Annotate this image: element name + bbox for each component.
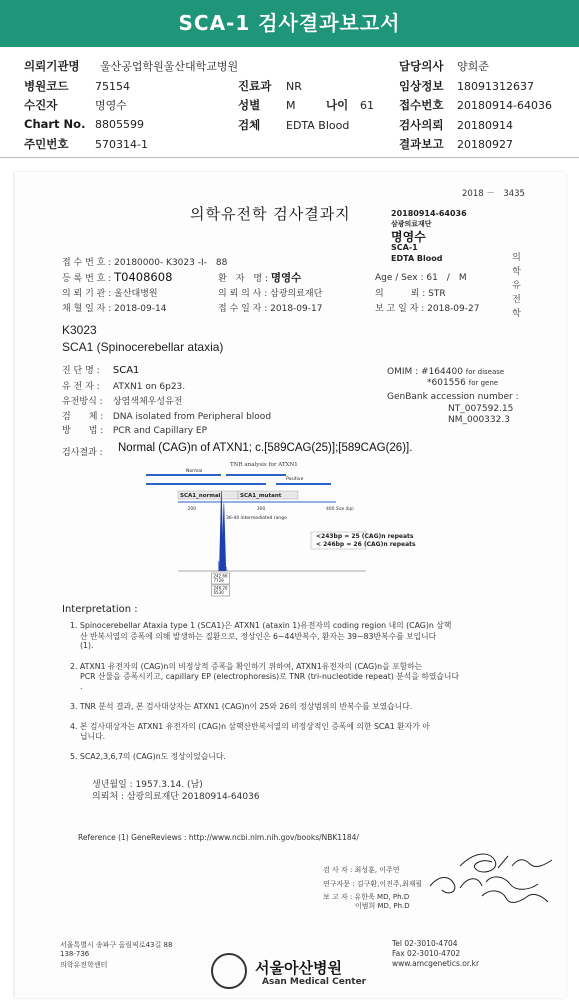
receipt-date bbox=[218, 301, 322, 314]
value: DNA isolated from Peripheral blood bbox=[112, 412, 272, 422]
label-test: SCA-1 bbox=[391, 243, 418, 252]
value: M bbox=[286, 99, 296, 112]
interpretation-line: (1). bbox=[80, 641, 94, 650]
label: 진 단 명 : bbox=[62, 366, 100, 376]
divider bbox=[0, 157, 579, 158]
value: 명영수 bbox=[95, 99, 127, 112]
peak-label: 242.66 bbox=[213, 573, 228, 579]
label: 보 고 일 자 : bbox=[375, 304, 425, 314]
chart-annotation: SCA1_mutant bbox=[240, 493, 282, 499]
value: for gene bbox=[468, 379, 499, 387]
vertical-char: 유 bbox=[512, 281, 521, 291]
label: 채 혈 일 자 : bbox=[62, 304, 112, 314]
interpretation-line: 4. 본 검사대상자는 ATXN1 유전자의 (CAG)n 삼핵산반복서열의 비정상적인 증폭에 의한 SCA1 환자가 아 bbox=[70, 721, 430, 731]
value: 2018-09-27 bbox=[427, 304, 480, 314]
bar-positive bbox=[276, 483, 331, 485]
value: 울산대병원 bbox=[114, 289, 158, 299]
sample-date bbox=[62, 301, 166, 314]
value: 울산공업학원울산대학교병원 bbox=[100, 60, 239, 73]
header-right-2 bbox=[399, 97, 552, 113]
label: 진료과 bbox=[238, 79, 272, 93]
genbank-label: GenBank accession number : bbox=[387, 392, 519, 402]
fax: Fax 02-3010-4702 bbox=[392, 949, 461, 958]
omim-gene bbox=[427, 378, 498, 388]
interpretation-line: 닙니다. bbox=[80, 732, 106, 741]
website: www.amcgenetics.or.kr bbox=[392, 959, 480, 968]
sign-reporter-1: 보 고 자 : 유한욱 MD, Ph.D bbox=[323, 893, 410, 901]
value: 20180914-64036 bbox=[457, 99, 552, 112]
label-specimen: EDTA Blood bbox=[391, 254, 443, 263]
reg-no bbox=[62, 270, 172, 284]
label: 의 뢰 기 관 : bbox=[62, 289, 112, 299]
header-right-1 bbox=[399, 78, 534, 94]
label: 임상정보 bbox=[399, 79, 444, 93]
birth-date: 생년월일 : 1957.3.14. (남) bbox=[92, 780, 203, 790]
label: 의 뢰 : bbox=[375, 289, 426, 299]
value: EDTA Blood bbox=[286, 119, 350, 132]
peak-label: 7729 bbox=[213, 578, 224, 583]
diagnosis-row bbox=[62, 363, 139, 376]
interpretation-line: 2. ATXN1 유전자의 (CAG)n의 비정상적 증폭을 확인하기 위하여, ATXN1유전자의 (CAG)n을 포함하는 bbox=[70, 661, 423, 671]
sign-tester: 검 사 자 : 최성훈, 이주연 bbox=[323, 866, 400, 874]
signature-stroke-1 bbox=[460, 854, 552, 872]
value: 양희준 bbox=[457, 60, 489, 73]
value: ATXN1 on 6p23. bbox=[112, 382, 186, 392]
receipt-no bbox=[62, 255, 227, 268]
label: 의뢰기관명 bbox=[24, 59, 80, 73]
interpretation-line: 5. SCA2,3,6,7의 (CAG)n도 정상이었습니다. bbox=[70, 751, 226, 761]
signature-image bbox=[420, 846, 560, 916]
gene-row bbox=[62, 379, 185, 392]
label: 성별 bbox=[238, 98, 261, 112]
value: 2018-09-14 bbox=[114, 304, 167, 314]
x-tick-label: 400 bbox=[325, 507, 335, 512]
requester: 의뢰처 : 삼광의료재단 20180914-64036 bbox=[92, 792, 260, 802]
x-axis-label: Size (bp) bbox=[336, 506, 354, 511]
label: 담당의사 bbox=[399, 59, 444, 73]
chart-annotation: 36-44 intermediated range bbox=[226, 516, 287, 521]
chart-annotation: Positive bbox=[286, 477, 304, 482]
hospital-name-ko: 서울아산병원 bbox=[255, 959, 342, 977]
interpretation-line: PCR 산물을 증폭시키고, capillary EP (electrophoresis)로 TNR (tri-nucleotide repeat) 분석을 하였습니다 bbox=[80, 672, 460, 681]
value: 75154 bbox=[95, 80, 130, 93]
value: 20180914 bbox=[457, 119, 513, 132]
value: PCR and Capillary EP bbox=[112, 426, 208, 436]
label: *601556 bbox=[427, 378, 466, 388]
value: 삼광의료재단 bbox=[270, 289, 323, 299]
label: 방 법 : bbox=[62, 426, 104, 436]
header-left-4 bbox=[24, 136, 148, 152]
value: T0408608 bbox=[114, 270, 173, 284]
header-right-0 bbox=[399, 58, 489, 74]
value: 8805599 bbox=[95, 118, 144, 131]
value: SCA1 bbox=[112, 365, 140, 376]
interpretation-line: 산 반복서열의 증폭에 의해 발생하는 질환으로, 정상인은 6~44반복수, 환자는 39~83반복수를 보입니다 bbox=[80, 631, 437, 641]
header-left-3 bbox=[24, 117, 144, 131]
header-left-2 bbox=[24, 97, 127, 113]
label: 병원코드 bbox=[24, 79, 69, 93]
sign-advisor: 연구자문 : 김구환,이진주,최재필 bbox=[323, 880, 423, 888]
hospital-logo-icon bbox=[211, 953, 247, 989]
label: 유전방식 : bbox=[62, 397, 103, 407]
header-right-3 bbox=[399, 117, 513, 133]
hospital-name-en: Asan Medical Center bbox=[262, 977, 367, 987]
interpretation-line: 3. TNR 분석 결과, 본 검사대상자는 ATXN1 (CAG)n이 25와 26의 정상범위의 반복수를 보였습니다. bbox=[70, 702, 413, 711]
label: 나이 bbox=[326, 98, 349, 112]
label: 검 체 : bbox=[62, 412, 104, 422]
address-line-3: 의학유전학센터 bbox=[60, 961, 108, 969]
age-sex bbox=[375, 270, 467, 283]
label-patient: 명영수 bbox=[391, 230, 426, 244]
value: 상염색체우성유전 bbox=[112, 397, 183, 407]
reference: Reference (1) GeneReviews : http://www.ncbi.nlm.nih.gov/books/NBK1184/ bbox=[78, 833, 359, 842]
requesting-org bbox=[62, 286, 158, 299]
patient-name bbox=[218, 270, 301, 285]
value: 2018-09-17 bbox=[270, 304, 323, 314]
interpretation-line: 1. Spinocerebellar Ataxia type 1 (SCA1)은 ATXN1 (ataxin 1)유전자의 coding region 내의 (CAG)n 삼핵 bbox=[70, 621, 452, 630]
header-left-0 bbox=[24, 58, 238, 74]
inheritance-row bbox=[62, 394, 182, 407]
signature-stroke-3 bbox=[482, 891, 548, 903]
signature-stroke-2 bbox=[430, 877, 538, 893]
specimen-row bbox=[62, 409, 271, 422]
report-title-banner: SCA-1 검사결과보고서 bbox=[0, 0, 579, 47]
label: 접 수 번 호 : bbox=[62, 258, 112, 268]
value: 61 bbox=[360, 99, 374, 112]
header-mid-2 bbox=[326, 97, 374, 113]
value: 20180000- K3023 -I- 88 bbox=[114, 258, 228, 268]
value: 570314-1 bbox=[95, 138, 148, 151]
test-code: K3023 bbox=[62, 323, 97, 337]
address-line-2: 138-736 bbox=[60, 950, 90, 958]
peak-label: 246.26 bbox=[213, 585, 228, 591]
bar-normal-left bbox=[146, 474, 221, 476]
x-tick-label: 300 bbox=[256, 507, 266, 512]
tnr-chart bbox=[146, 458, 416, 595]
document-number: 2018 － 3435 bbox=[462, 189, 525, 199]
vertical-dept-text bbox=[511, 251, 522, 321]
label: OMIM : #164400 bbox=[387, 367, 463, 377]
value: for disease bbox=[465, 368, 505, 376]
method-row bbox=[62, 423, 207, 436]
label: 결과보고 bbox=[399, 137, 444, 151]
genbank-nt: NT_007592.15 bbox=[448, 404, 514, 414]
request-method bbox=[375, 286, 446, 299]
vertical-char: 학 bbox=[512, 267, 521, 277]
value: STR bbox=[428, 289, 446, 299]
tel: Tel 02-3010-4704 bbox=[392, 939, 458, 948]
chart-annotation: < 246bp = 26 (CAG)n repeats bbox=[316, 541, 416, 548]
omim-disease bbox=[387, 367, 504, 377]
vertical-char: 학 bbox=[512, 309, 521, 319]
label: 수진자 bbox=[24, 98, 58, 112]
sign-reporter-2: 이범희 MD, Ph.D bbox=[355, 902, 410, 910]
address-line-1: 서울특별시 송파구 올림픽로43길 88 bbox=[60, 941, 173, 949]
chart-title: TNR analysis for ATXN1 bbox=[230, 462, 298, 468]
label-institute: 삼광의료재단 bbox=[391, 220, 432, 228]
interpretation-title: Interpretation : bbox=[62, 604, 138, 615]
value: 61 / M bbox=[426, 273, 467, 283]
peak-label: 6530 bbox=[213, 590, 224, 595]
test-name: SCA1 (Spinocerebellar ataxia) bbox=[62, 340, 224, 354]
label: 접수번호 bbox=[399, 98, 444, 112]
chart-annotation: Normal bbox=[186, 469, 203, 474]
vertical-char: 전 bbox=[512, 295, 521, 305]
result-value: Normal (CAG)n of ATXN1; c.[589CAG(25)];[589CAG(26)]. bbox=[118, 442, 413, 454]
label: 접 수 일 자 : bbox=[218, 304, 268, 314]
label: 유 전 자 : bbox=[62, 382, 100, 392]
label: 검체 bbox=[238, 118, 261, 132]
value: 20180927 bbox=[457, 138, 513, 151]
interpretation-line: . bbox=[80, 681, 83, 691]
genbank-nm: NM_000332.3 bbox=[448, 415, 510, 425]
header-right-4 bbox=[399, 136, 513, 152]
value: 명영수 bbox=[270, 272, 302, 284]
label: Chart No. bbox=[24, 117, 86, 131]
value: 18091312637 bbox=[457, 80, 534, 93]
report-date bbox=[375, 301, 479, 314]
label: Age / Sex : bbox=[375, 273, 424, 283]
label: 주민번호 bbox=[24, 137, 69, 151]
value: NR bbox=[286, 80, 302, 93]
chart-ticks bbox=[188, 506, 355, 512]
header-mid-0 bbox=[238, 78, 302, 94]
label-accession: 20180914-64036 bbox=[391, 209, 467, 218]
header-left-1 bbox=[24, 78, 130, 94]
x-tick-label: 200 bbox=[187, 507, 197, 512]
chart-peaks bbox=[212, 491, 230, 596]
document-title: 의학유전학 검사결과지 bbox=[190, 205, 351, 223]
label: 검사의뢰 bbox=[399, 118, 444, 132]
result-label: 검사결과 : bbox=[62, 448, 103, 458]
requesting-doctor bbox=[218, 286, 322, 299]
chart-annotation: <243bp = 25 (CAG)n repeats bbox=[316, 533, 414, 540]
header-mid-1 bbox=[238, 97, 326, 113]
bar-range-mid bbox=[146, 483, 266, 485]
header-mid-3 bbox=[238, 117, 349, 133]
label: 등 록 번 호 : bbox=[62, 274, 112, 284]
chart-annotation: SCA1_normal bbox=[180, 493, 221, 499]
label: 환 자 명 : bbox=[218, 274, 268, 284]
label: 의 뢰 의 사 : bbox=[218, 289, 268, 299]
vertical-char: 의 bbox=[512, 253, 521, 263]
bar-mutant-left bbox=[226, 474, 286, 476]
